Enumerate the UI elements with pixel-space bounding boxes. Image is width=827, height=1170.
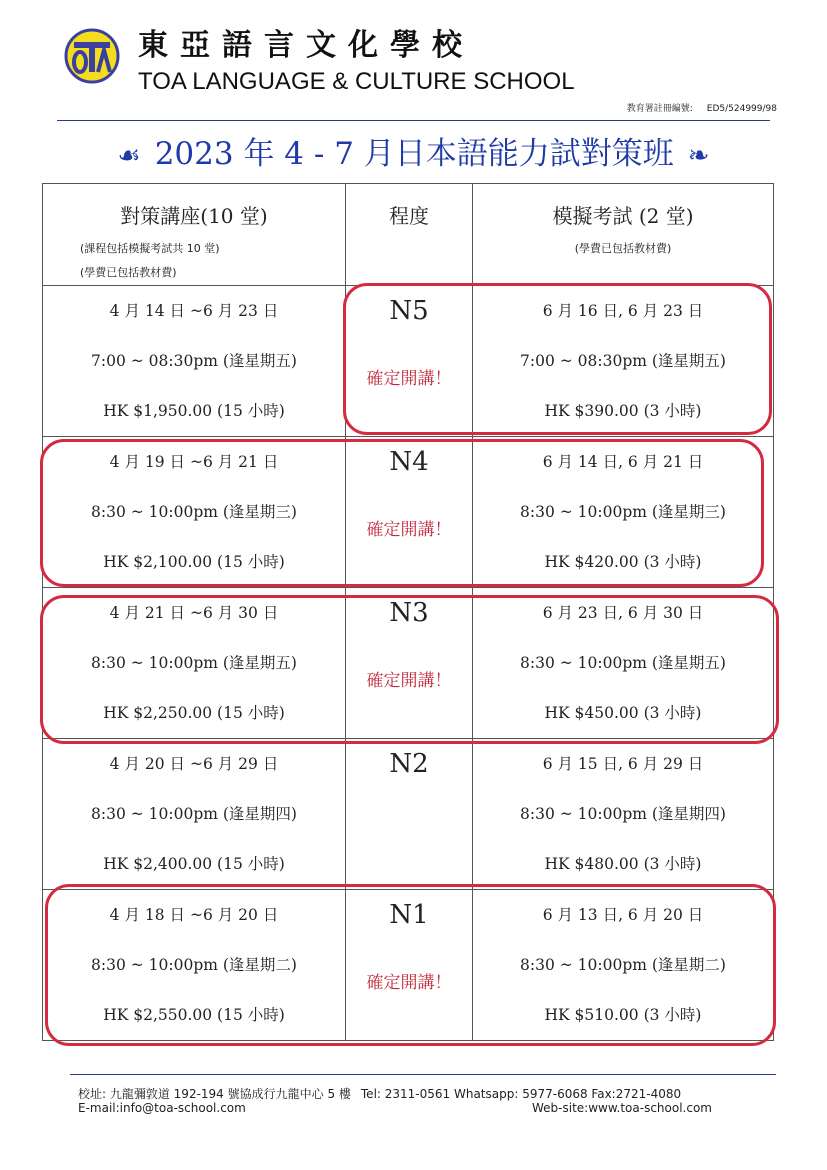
- course-time: 8:30 ~ 10:00pm (逢星期四): [91, 805, 297, 823]
- confirmed-badge: 確定開講！: [366, 671, 452, 691]
- mock-dates: 6 月 23 日, 6 月 30 日: [542, 604, 704, 622]
- course-fee: HK $2,100.00 (15 小時): [103, 553, 285, 571]
- level-label: N4: [389, 447, 429, 477]
- school-logo: [64, 28, 120, 84]
- header-course-note: (課程包括模擬考試共 10 堂): [80, 242, 220, 255]
- course-fee: HK $1,950.00 (15 小時): [103, 402, 285, 420]
- header-level-title: 程度: [389, 204, 429, 228]
- footer-email[interactable]: E-mail:info@toa-school.com: [78, 1101, 246, 1115]
- course-dates: 4 月 21 日 ~6 月 30 日: [109, 604, 279, 622]
- course-time: 8:30 ~ 10:00pm (逢星期二): [91, 956, 297, 974]
- title-text: 2023 年 4 - 7 月日本語能力試對策班: [154, 136, 674, 172]
- confirmed-badge: 確定開講！: [366, 520, 452, 540]
- mock-time: 8:30 ~ 10:00pm (逢星期三): [520, 503, 726, 521]
- mock-fee: HK $450.00 (3 小時): [544, 704, 702, 722]
- footer-contact: Tel: 2311-0561 Whatsapp: 5977-6068 Fax:2721-4080: [360, 1087, 682, 1101]
- table-row: [43, 588, 774, 739]
- mock-fee: HK $420.00 (3 小時): [544, 553, 702, 571]
- level-cell: [346, 890, 473, 1041]
- footer-website[interactable]: Web-site:www.toa-school.com: [531, 1101, 712, 1115]
- course-cell: [43, 286, 346, 437]
- table-row: [43, 437, 774, 588]
- course-time: 7:00 ~ 08:30pm (逢星期五): [91, 352, 297, 370]
- header-mock-cell: [473, 184, 774, 286]
- course-fee: HK $2,400.00 (15 小時): [103, 855, 285, 873]
- course-fee: HK $2,250.00 (15 小時): [103, 704, 285, 722]
- mock-dates: 6 月 13 日, 6 月 20 日: [542, 906, 704, 924]
- mock-time: 7:00 ~ 08:30pm (逢星期五): [520, 352, 726, 370]
- header-course-cell: [43, 184, 346, 286]
- footer-address: 校址: 九龍彌敦道 192-194 號協成行九龍中心 5 樓: [78, 1087, 351, 1101]
- svg-text:TOA: TOA: [90, 82, 94, 83]
- mock-cell: [473, 890, 774, 1041]
- course-dates: 4 月 18 日 ~6 月 20 日: [109, 906, 279, 924]
- header-divider: [57, 120, 770, 121]
- mock-cell: [473, 588, 774, 739]
- header-level-cell: [346, 184, 473, 286]
- level-label: N2: [389, 749, 429, 779]
- course-time: 8:30 ~ 10:00pm (逢星期五): [91, 654, 297, 672]
- registration-value: ED5/524999/98: [706, 104, 777, 114]
- registration-number: [627, 101, 777, 114]
- table-row: [43, 739, 774, 890]
- confirmed-badge: 確定開講！: [366, 973, 452, 993]
- level-cell: [346, 588, 473, 739]
- level-cell: [346, 286, 473, 437]
- course-cell: [43, 588, 346, 739]
- confirmed-badge: 確定開講！: [366, 369, 452, 389]
- mock-dates: 6 月 15 日, 6 月 29 日: [542, 755, 704, 773]
- footer-web-line: [78, 1101, 718, 1115]
- course-cell: [43, 739, 346, 890]
- course-fee: HK $2,550.00 (15 小時): [103, 1006, 285, 1024]
- course-time: 8:30 ~ 10:00pm (逢星期三): [91, 503, 297, 521]
- level-label: N1: [389, 900, 429, 930]
- header-course-title: 對策講座(10 堂): [120, 204, 268, 228]
- mock-fee: HK $480.00 (3 小時): [544, 855, 702, 873]
- table-header-row: [43, 184, 774, 286]
- header-course-note: (學費已包括教材費): [80, 266, 177, 279]
- mock-cell: [473, 437, 774, 588]
- mock-fee: HK $390.00 (3 小時): [544, 402, 702, 420]
- course-dates: 4 月 19 日 ~6 月 21 日: [109, 453, 279, 471]
- level-cell: [346, 437, 473, 588]
- table-row: [43, 286, 774, 437]
- header-mock-title: 模擬考試 (2 堂): [552, 204, 694, 228]
- mock-time: 8:30 ~ 10:00pm (逢星期五): [520, 654, 726, 672]
- mock-dates: 6 月 14 日, 6 月 21 日: [542, 453, 704, 471]
- course-cell: [43, 890, 346, 1041]
- school-name-english: TOA LANGUAGE & CULTURE SCHOOL: [138, 68, 575, 95]
- header-mock-note: (學費已包括教材費): [574, 242, 672, 255]
- course-dates: 4 月 20 日 ~6 月 29 日: [109, 755, 279, 773]
- level-cell: [346, 739, 473, 890]
- mock-dates: 6 月 16 日, 6 月 23 日: [542, 302, 704, 320]
- course-dates: 4 月 14 日 ~6 月 23 日: [109, 302, 279, 320]
- mock-cell: [473, 286, 774, 437]
- mock-time: 8:30 ~ 10:00pm (逢星期四): [520, 805, 726, 823]
- level-label: N5: [389, 296, 429, 326]
- table-row: [43, 890, 774, 1041]
- left-ornament-icon: ☙: [117, 141, 141, 171]
- school-name-chinese: 東亞語言文化學校: [138, 28, 474, 63]
- footer-address-line: [78, 1085, 681, 1102]
- registration-label: 教育署註冊編號:: [626, 104, 693, 114]
- right-ornament-icon: ❧: [687, 141, 710, 171]
- course-cell: [43, 437, 346, 588]
- mock-fee: HK $510.00 (3 小時): [544, 1006, 702, 1024]
- mock-time: 8:30 ~ 10:00pm (逢星期二): [520, 956, 726, 974]
- level-label: N3: [389, 598, 429, 628]
- schedule-table: [42, 183, 774, 1041]
- page-title: [40, 134, 787, 176]
- mock-cell: [473, 739, 774, 890]
- footer-divider: [70, 1074, 776, 1075]
